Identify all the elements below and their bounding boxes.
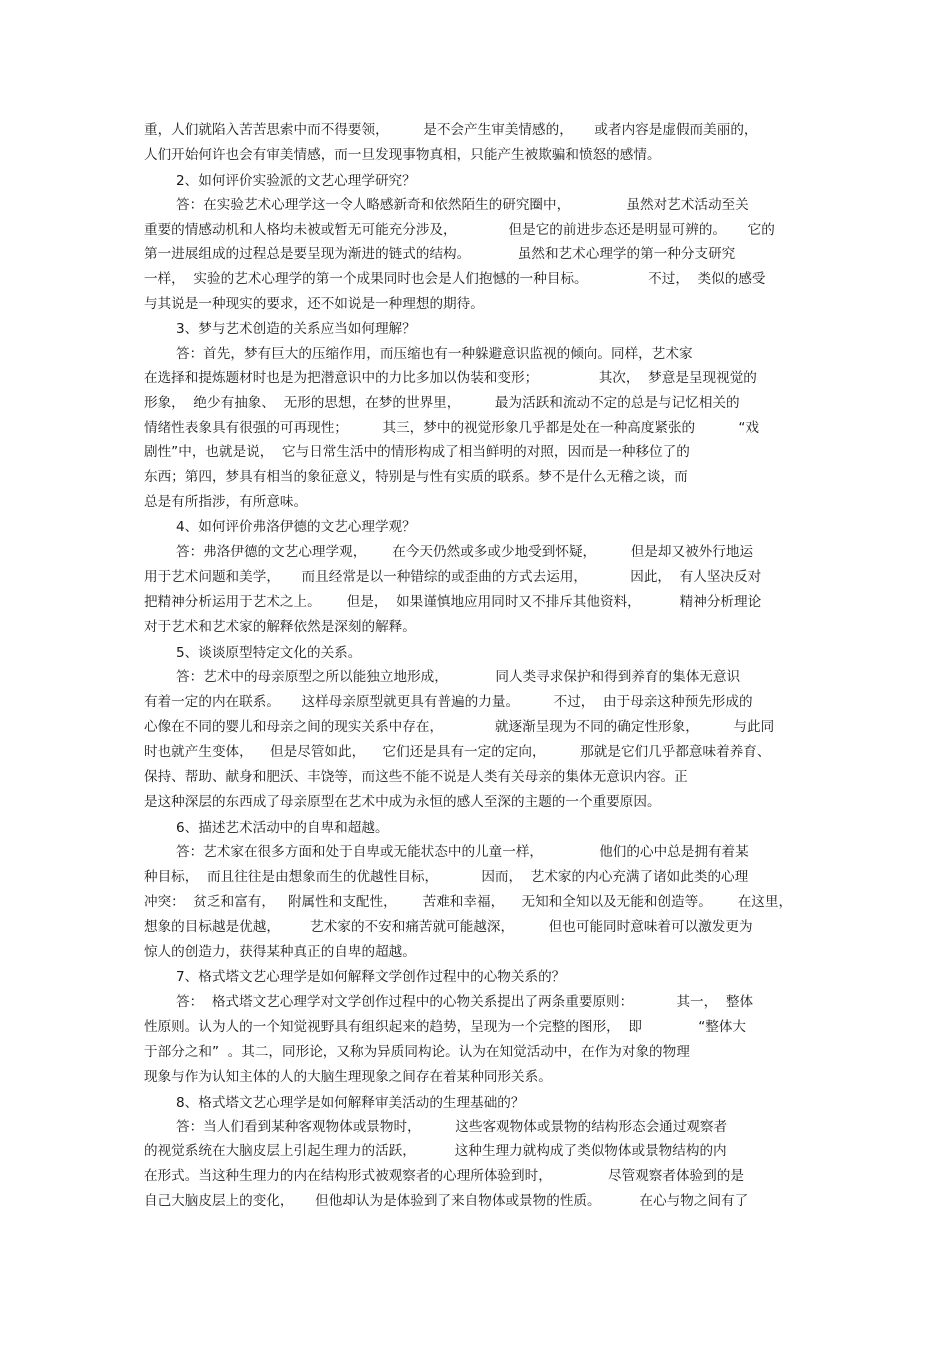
text-line: 用于艺术问题和美学， 而且经常是以一种错综的或歪曲的方式去运用， 因此， 有人坚决反对 [144,569,762,585]
text-line: 想象的目标越是优越， 艺术家的不安和痛苦就可能越深， 但也可能同时意味着可以激发更为 [144,919,753,935]
question-heading: 5、谈谈原型特定文化的关系。 [176,645,362,661]
text-line: 种目标， 而且往往是由想象而生的优越性目标， 因而， 艺术家的内心充满了诸如此类的心理 [144,869,749,885]
text-line: 答：首先，梦有巨大的压缩作用，而压缩也有一种躲避意识监视的倾向。同样，艺术家 [176,346,693,362]
text-line: 把精神分析运用于艺术之上。 但是， 如果谨慎地应用同时又不排斥其他资料， 精神分析理论 [144,594,762,610]
text-line: 性原则。认为人的一个知觉视野具有组织起来的趋势，呈现为一个完整的图形， 即 “整体大 [144,1019,747,1035]
question-heading: 2、如何评价实验派的文艺心理学研究？ [176,173,416,189]
text-line: 对于艺术和艺术家的解释依然是深刻的解释。 [144,619,416,635]
text-line: 保持、帮助、献身和肥沃、丰饶等，而这些不能不说是人类有关母亲的集体无意识内容。正 [144,769,688,785]
text-line: 形象， 绝少有抽象、 无形的思想，在梦的世界里， 最为活跃和流动不定的总是与记忆相关的 [144,395,740,411]
question-heading: 7、格式塔文艺心理学是如何解释文学创作过程中的心物关系的？ [176,969,566,985]
text-line: 一样， 实验的艺术心理学的第一个成果同时也会是人们抱憾的一种目标。 不过， 类似的感受 [144,271,766,287]
text-line: 时也就产生变体， 但是尽管如此， 它们还是具有一定的定向， 那就是它们几乎都意味着养育、 [144,744,771,760]
text-line: 自己大脑皮层上的变化， 但他却认为是体验到了来自物体或景物的性质。 在心与物之间有了 [144,1193,749,1209]
text-line: 现象与作为认知主体的人的大脑生理现象之间存在着某种同形关系。 [144,1069,552,1085]
question-heading: 6、描述艺术活动中的自卑和超越。 [176,820,389,836]
text-line: 的视觉系统在大脑皮层上引起生理力的活跃， 这种生理力就构成了类似物体或景物结构的内 [144,1143,727,1159]
text-line: 人们开始何许也会有审美情感，而一旦发现事物真相，只能产生被欺骗和愤怒的感情。 [144,147,661,163]
text-line: 心像在不同的婴儿和母亲之间的现实关系中存在， 就逐渐呈现为不同的确定性形象， 与此同 [144,719,775,735]
text-line: 有着一定的内在联系。 这样母亲原型就更具有普遍的力量。 不过， 由于母亲这种预先形成的 [144,694,753,710]
text-line: 惊人的创造力，获得某种真正的自卑的超越。 [144,944,416,960]
text-line: 答：在实验艺术心理学这一令人略感新奇和依然陌生的研究圈中， 虽然对艺术活动至关 [176,197,749,213]
question-heading: 8、格式塔文艺心理学是如何解释审美活动的生理基础的？ [176,1095,525,1111]
text-line: 情绪性表象具有很强的可再现性； 其三，梦中的视觉形象几乎都是处在一种高度紧张的 “戏 [144,420,759,436]
text-line: 答：艺术家在很多方面和处于自卑或无能状态中的儿童一样， 他们的心中总是拥有着某 [176,844,749,860]
text-line: 与其说是一种现实的要求，还不如说是一种理想的期待。 [144,296,484,312]
text-line: 答： 格式塔文艺心理学对文学创作过程中的心物关系提出了两条重要原则： 其一， 整体 [176,994,754,1010]
text-line: 答：弗洛伊德的文艺心理学观， 在今天仍然或多或少地受到怀疑， 但是却又被外行地运 [176,544,754,560]
text-line: 在形式。当这种生理力的内在结构形式被观察者的心理所体验到时， 尽管观察者体验到的是 [144,1168,744,1184]
text-line: 于部分之和” 。其二，同形论，又称为异质同构论。认为在知觉活动中，在作为对象的物理 [144,1044,690,1060]
text-line: 东西；第四，梦具有相当的象征意义，特别是与性有实质的联系。梦不是什么无稽之谈，而 [144,469,688,485]
text-line: 在选择和提炼题材时也是为把潜意识中的力比多加以伪装和变形； 其次， 梦意是呈现视觉的 [144,370,757,386]
text-line: 是这种深层的东西成了母亲原型在艺术中成为永恒的感人至深的主题的一个重要原因。 [144,794,661,810]
question-heading: 4、如何评价弗洛伊德的文艺心理学观？ [176,519,416,535]
text-line: 第一进展组成的过程总是要呈现为渐进的链式的结构。 虽然和艺术心理学的第一种分支研究 [144,246,736,262]
text-line: 重，人们就陷入苦苦思索中而不得要领， 是不会产生审美情感的， 或者内容是虚假而美丽的， [144,122,758,138]
text-line: 总是有所指涉，有所意味。 [144,494,308,510]
text-line: 答：当人们看到某种客观物体或景物时， 这些客观物体或景物的结构形态会通过观察者 [176,1119,728,1135]
question-heading: 3、梦与艺术创造的关系应当如何理解？ [176,321,416,337]
text-line: 剧性”中，也就是说， 它与日常生活中的情形构成了相当鲜明的对照，因而是一种移位了的 [144,444,690,460]
text-line: 冲突： 贫乏和富有， 附属性和支配性， 苦难和幸福， 无知和全知以及无能和创造等。 在这里， [144,894,793,910]
text-line: 答：艺术中的母亲原型之所以能独立地形成， 同人类寻求保护和得到养育的集体无意识 [176,669,741,685]
text-line: 重要的情感动机和人格均未被或暂无可能充分涉及， 但是它的前进步态还是明显可辨的。 它的 [144,222,775,238]
